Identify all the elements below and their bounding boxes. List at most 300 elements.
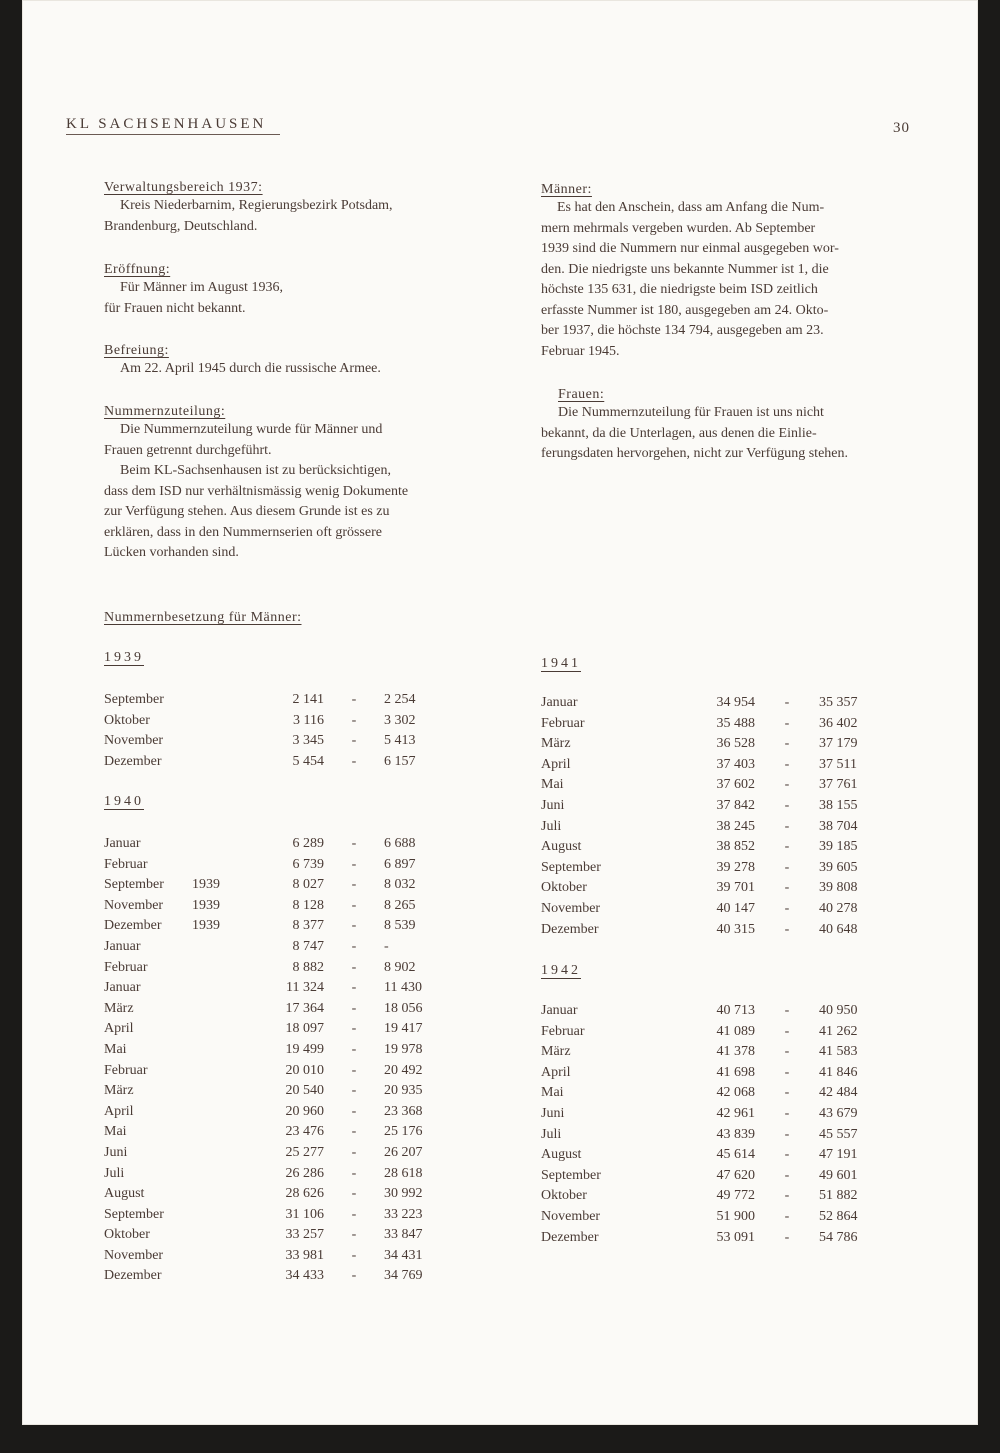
month-cell: Februar (104, 856, 148, 872)
from-number-cell: 38 245 (716, 818, 755, 834)
from-number-cell: 28 626 (285, 1186, 324, 1202)
range-dash: - (351, 959, 357, 975)
year-note-cell (192, 1143, 278, 1164)
table-row (104, 1061, 448, 1082)
to-number-cell: 8 539 (384, 918, 416, 934)
to-number-cell: 8 032 (384, 877, 416, 893)
from-number-cell: 8 128 (292, 897, 324, 913)
table-row (104, 1122, 448, 1143)
to-number-cell: 39 185 (819, 839, 858, 855)
from-number-cell: 23 476 (285, 1124, 324, 1140)
range-dash: - (784, 1044, 790, 1060)
range-dash: - (351, 877, 357, 893)
month-cell: Mai (104, 1124, 127, 1140)
table-1942 (541, 1001, 883, 1248)
from-number-cell: 18 097 (285, 1021, 324, 1037)
to-number-cell: 19 978 (384, 1041, 423, 1057)
table-row (104, 875, 448, 896)
year-note-cell (192, 1102, 278, 1123)
month-cell: April (104, 1021, 134, 1037)
month-cell: Januar (104, 980, 141, 996)
table-row (541, 755, 883, 776)
table-1939 (104, 690, 448, 772)
from-number-cell: 51 900 (716, 1208, 755, 1224)
range-dash: - (784, 715, 790, 731)
to-number-cell: 38 704 (819, 818, 858, 834)
from-number-cell: 45 614 (716, 1147, 755, 1163)
month-cell: März (541, 736, 571, 752)
to-number-cell: 42 484 (819, 1085, 858, 1101)
table-row (541, 1207, 883, 1228)
table-row (104, 1246, 448, 1267)
range-dash: - (351, 692, 357, 707)
from-number-cell: 37 602 (716, 777, 755, 793)
table-row (104, 834, 448, 855)
year-heading-1942: 1942 (541, 963, 581, 978)
table-row (541, 1125, 883, 1146)
to-number-cell: 40 278 (819, 900, 858, 916)
year-note-cell (192, 1081, 278, 1102)
to-number-cell: 41 583 (819, 1044, 858, 1060)
to-number-cell: 3 302 (384, 712, 416, 728)
range-dash: - (351, 1186, 357, 1202)
to-number-cell: 35 357 (819, 695, 858, 710)
occupancy-title: Nummernbesetzung für Männer: (104, 610, 302, 625)
range-dash: - (784, 1229, 790, 1245)
table-row (541, 714, 883, 735)
range-dash: - (784, 1105, 790, 1121)
section-line: Lücken vorhanden sind. (104, 545, 239, 560)
to-number-cell: 40 950 (819, 1003, 858, 1018)
range-dash: - (351, 1083, 357, 1099)
table-row (541, 1001, 883, 1022)
range-dash: - (351, 1124, 357, 1140)
to-number-cell: 20 935 (384, 1083, 423, 1099)
month-cell: Juli (104, 1165, 125, 1181)
section-line: Brandenburg, Deutschland. (104, 218, 258, 234)
to-number-cell: 41 846 (819, 1064, 858, 1080)
month-cell: Oktober (541, 1188, 587, 1204)
range-dash: - (784, 1147, 790, 1163)
range-dash: - (784, 695, 790, 710)
table-row (104, 731, 448, 752)
section-line: höchste 135 631, die niedrigste beim ISD zeitlich (541, 282, 818, 297)
range-dash: - (784, 1126, 790, 1142)
from-number-cell: 8 377 (292, 918, 324, 934)
from-number-cell: 40 147 (716, 900, 755, 916)
to-number-cell: 54 786 (819, 1229, 858, 1245)
range-dash: - (784, 1003, 790, 1018)
year-note-cell (192, 1164, 278, 1185)
year-heading-1940: 1940 (104, 794, 144, 809)
year-note-cell (192, 1225, 278, 1246)
from-number-cell: 37 403 (716, 756, 755, 772)
table-row (541, 1166, 883, 1187)
section-line: Frauen getrennt durchgeführt. (104, 442, 272, 458)
month-cell: November (104, 897, 164, 913)
table-row (104, 1143, 448, 1164)
month-cell: März (104, 1083, 134, 1099)
month-cell: Februar (104, 1062, 148, 1078)
month-cell: September (104, 692, 164, 707)
to-number-cell: 6 157 (384, 753, 416, 769)
month-cell: Februar (104, 959, 148, 975)
section-title: Verwaltungsbereich 1937: (104, 180, 263, 195)
section-line: mern mehrmals vergeben wurden. Ab September (541, 220, 816, 236)
year-note-cell (192, 978, 278, 999)
from-number-cell: 42 068 (716, 1085, 755, 1101)
table-row (541, 878, 883, 899)
range-dash: - (351, 1062, 357, 1078)
from-number-cell: 11 324 (286, 980, 324, 996)
from-number-cell: 33 981 (285, 1247, 324, 1263)
month-cell: November (541, 1208, 601, 1224)
month-cell: Januar (541, 1003, 578, 1018)
section-title: Eröffnung: (104, 262, 171, 277)
range-dash: - (351, 856, 357, 872)
from-number-cell: 25 277 (285, 1144, 324, 1160)
month-cell: Dezember (104, 753, 162, 769)
year-note-cell (192, 1205, 278, 1226)
section-maenner (541, 182, 941, 362)
range-dash: - (784, 900, 790, 916)
to-number-cell: - (384, 938, 389, 954)
year-note-cell (192, 834, 278, 855)
range-dash: - (784, 818, 790, 834)
month-cell: August (104, 1186, 145, 1202)
year-note-cell (192, 1061, 278, 1082)
from-number-cell: 5 454 (292, 753, 324, 769)
section-title: Befreiung: (104, 343, 169, 358)
range-dash: - (351, 836, 357, 851)
year-note-cell (192, 999, 278, 1020)
table-row (104, 978, 448, 999)
from-number-cell: 53 091 (716, 1229, 755, 1245)
section-line: ferungsdaten hervorgehen, nicht zur Verfügung stehen. (541, 446, 848, 461)
range-dash: - (351, 1000, 357, 1016)
year-note-cell (192, 1040, 278, 1061)
to-number-cell: 34 769 (384, 1268, 423, 1284)
from-number-cell: 42 961 (716, 1105, 755, 1121)
year-note-cell: 1939 (192, 897, 220, 913)
table-row (104, 1225, 448, 1246)
month-cell: November (104, 1247, 164, 1263)
to-number-cell: 37 179 (819, 736, 858, 752)
month-cell: November (541, 900, 601, 916)
section-frauen (541, 387, 958, 465)
year-note-cell (192, 711, 278, 732)
from-number-cell: 34 954 (716, 695, 755, 710)
table-row (541, 920, 883, 941)
from-number-cell: 40 315 (716, 921, 755, 937)
range-dash: - (784, 1023, 790, 1039)
month-cell: Februar (541, 1023, 585, 1039)
range-dash: - (784, 777, 790, 793)
section-line: Kreis Niederbarnim, Regierungsbezirk Potsdam, (120, 198, 393, 213)
month-cell: Oktober (541, 880, 587, 896)
year-note-cell (192, 855, 278, 876)
to-number-cell: 8 265 (384, 897, 416, 913)
section-nummernzuteilung (104, 404, 504, 564)
table-1941 (541, 693, 883, 940)
from-number-cell: 49 772 (716, 1188, 755, 1204)
from-number-cell: 41 698 (716, 1064, 755, 1080)
to-number-cell: 20 492 (384, 1062, 423, 1078)
year-note-cell: 1939 (192, 877, 220, 893)
section-line: den. Die niedrigste uns bekannte Nummer ist 1, die (541, 261, 829, 277)
section-line: Für Männer im August 1936, (120, 280, 283, 295)
month-cell: Oktober (104, 1227, 150, 1243)
table-row (541, 693, 883, 714)
table-row (541, 1022, 883, 1043)
range-dash: - (784, 880, 790, 896)
range-dash: - (351, 1144, 357, 1160)
to-number-cell: 30 992 (384, 1186, 423, 1202)
from-number-cell: 36 528 (716, 736, 755, 752)
table-row (104, 752, 448, 773)
range-dash: - (351, 1206, 357, 1222)
range-dash: - (351, 897, 357, 913)
range-dash: - (784, 921, 790, 937)
table-row (541, 1083, 883, 1104)
section-line: dass dem ISD nur verhältnismässig wenig Dokumente (104, 483, 409, 499)
from-number-cell: 3 116 (293, 712, 324, 728)
to-number-cell: 33 223 (384, 1206, 423, 1222)
month-cell: August (541, 1147, 582, 1163)
to-number-cell: 38 155 (819, 797, 858, 813)
range-dash: - (351, 1021, 357, 1037)
to-number-cell: 39 605 (819, 859, 858, 875)
table-row (104, 896, 448, 917)
to-number-cell: 26 207 (384, 1144, 423, 1160)
from-number-cell: 6 289 (292, 836, 324, 851)
to-number-cell: 52 864 (819, 1208, 858, 1224)
to-number-cell: 49 601 (819, 1167, 858, 1183)
range-dash: - (351, 712, 357, 728)
table-row (104, 1102, 448, 1123)
year-note-cell (192, 937, 278, 958)
section-line: 1939 sind die Nummern nur einmal ausgegeben wor- (541, 241, 839, 256)
table-row (541, 1063, 883, 1084)
year-note-cell (192, 1266, 278, 1287)
month-cell: Juni (541, 1105, 565, 1121)
table-row (104, 1040, 448, 1061)
to-number-cell: 51 882 (819, 1188, 858, 1204)
month-cell: Juli (541, 818, 562, 834)
table-row (541, 817, 883, 838)
from-number-cell: 8 027 (292, 877, 324, 893)
section-line: Es hat den Anschein, dass am Anfang die Num- (557, 200, 825, 215)
header-rule (66, 134, 280, 135)
to-number-cell: 23 368 (384, 1103, 423, 1119)
range-dash: - (351, 1103, 357, 1119)
year-note-cell: 1939 (192, 918, 220, 934)
range-dash: - (351, 1165, 357, 1181)
to-number-cell: 37 761 (819, 777, 858, 793)
from-number-cell: 35 488 (716, 715, 755, 731)
month-cell: Februar (541, 715, 585, 731)
month-cell: März (541, 1044, 571, 1060)
range-dash: - (784, 1064, 790, 1080)
table-row (104, 1184, 448, 1205)
range-dash: - (784, 736, 790, 752)
table-row (541, 796, 883, 817)
section-line: Die Nummernzuteilung für Frauen ist uns nicht (558, 405, 824, 420)
month-cell: Oktober (104, 712, 150, 728)
section-line: Am 22. April 1945 durch die russische Armee. (120, 361, 381, 376)
month-cell: Juni (104, 1144, 128, 1160)
table-row (104, 1205, 448, 1226)
year-heading-1939: 1939 (104, 650, 144, 665)
table-row (104, 855, 448, 876)
range-dash: - (351, 1247, 357, 1263)
month-cell: September (541, 859, 601, 875)
table-1940 (104, 834, 448, 1287)
table-row (541, 734, 883, 755)
table-row (104, 690, 448, 711)
from-number-cell: 20 960 (285, 1103, 324, 1119)
from-number-cell: 6 739 (292, 856, 324, 872)
to-number-cell: 47 191 (819, 1147, 858, 1163)
range-dash: - (351, 1268, 357, 1284)
from-number-cell: 8 747 (292, 938, 324, 954)
to-number-cell: 28 618 (384, 1165, 423, 1181)
from-number-cell: 43 839 (716, 1126, 755, 1142)
month-cell: Mai (104, 1041, 127, 1057)
section-eroeffnung (104, 262, 494, 319)
from-number-cell: 2 141 (292, 692, 324, 707)
month-cell: Dezember (541, 1229, 599, 1245)
section-line: ber 1937, die höchste 134 794, ausgegeben am 23. (541, 323, 824, 338)
month-cell: August (541, 839, 582, 855)
to-number-cell: 19 417 (384, 1021, 423, 1037)
section-title: Nummernzuteilung: (104, 404, 226, 419)
from-number-cell: 34 433 (285, 1268, 324, 1284)
to-number-cell: 41 262 (819, 1023, 858, 1039)
from-number-cell: 20 540 (285, 1083, 324, 1099)
section-line: für Frauen nicht bekannt. (104, 300, 246, 316)
section-line: bekannt, da die Unterlagen, aus denen die Einlie- (541, 425, 817, 441)
to-number-cell: 43 679 (819, 1105, 858, 1121)
table-row (104, 1019, 448, 1040)
from-number-cell: 39 278 (716, 859, 755, 875)
month-cell: April (104, 1103, 134, 1119)
to-number-cell: 11 430 (384, 980, 422, 996)
month-cell: Dezember (541, 921, 599, 937)
year-note-cell (192, 958, 278, 979)
month-cell: April (541, 756, 571, 772)
range-dash: - (784, 839, 790, 855)
from-number-cell: 37 842 (716, 797, 755, 813)
month-cell: Januar (541, 695, 578, 710)
year-note-cell (192, 1019, 278, 1040)
to-number-cell: 34 431 (384, 1247, 423, 1263)
month-cell: März (104, 1000, 134, 1016)
from-number-cell: 40 713 (716, 1003, 755, 1018)
range-dash: - (351, 980, 357, 996)
to-number-cell: 39 808 (819, 880, 858, 896)
to-number-cell: 45 557 (819, 1126, 858, 1142)
section-befreiung (104, 343, 504, 380)
month-cell: Mai (541, 777, 564, 793)
month-cell: Januar (104, 938, 141, 954)
from-number-cell: 41 089 (716, 1023, 755, 1039)
month-cell: Juni (541, 797, 565, 813)
table-row (104, 937, 448, 958)
from-number-cell: 17 364 (285, 1000, 324, 1016)
year-note-cell (192, 1122, 278, 1143)
from-number-cell: 20 010 (285, 1062, 324, 1078)
from-number-cell: 31 106 (285, 1206, 324, 1222)
from-number-cell: 19 499 (285, 1041, 324, 1057)
table-row (541, 775, 883, 796)
month-cell: September (541, 1167, 601, 1183)
page-number: 30 (893, 120, 910, 136)
from-number-cell: 47 620 (716, 1167, 755, 1183)
range-dash: - (351, 753, 357, 769)
to-number-cell: 8 902 (384, 959, 416, 975)
to-number-cell: 18 056 (384, 1000, 423, 1016)
from-number-cell: 39 701 (716, 880, 755, 896)
month-cell: Mai (541, 1085, 564, 1101)
range-dash: - (784, 1085, 790, 1101)
table-row (541, 1042, 883, 1063)
section-line: erklären, dass in den Nummernserien oft grössere (104, 524, 382, 540)
range-dash: - (351, 1227, 357, 1243)
table-row (104, 1081, 448, 1102)
table-row (104, 1164, 448, 1185)
section-verwaltungsbereich (104, 180, 494, 237)
year-heading-1941: 1941 (541, 656, 581, 671)
range-dash: - (351, 918, 357, 934)
table-row (541, 1228, 883, 1249)
range-dash: - (784, 1188, 790, 1204)
year-note-cell (192, 1246, 278, 1267)
month-cell: Juli (541, 1126, 562, 1142)
section-title: Männer: (541, 182, 592, 197)
from-number-cell: 8 882 (292, 959, 324, 975)
table-row (541, 899, 883, 920)
table-row (541, 1145, 883, 1166)
table-row (104, 999, 448, 1020)
range-dash: - (784, 797, 790, 813)
from-number-cell: 3 345 (292, 733, 324, 749)
year-note-cell (192, 1184, 278, 1205)
table-row (541, 837, 883, 858)
to-number-cell: 5 413 (384, 733, 416, 749)
section-title: Frauen: (558, 387, 605, 402)
from-number-cell: 41 378 (716, 1044, 755, 1060)
table-row (541, 858, 883, 879)
table-row (104, 711, 448, 732)
range-dash: - (351, 733, 357, 749)
month-cell: Dezember (104, 918, 162, 934)
range-dash: - (784, 1167, 790, 1183)
section-line: Februar 1945. (541, 343, 620, 359)
to-number-cell: 40 648 (819, 921, 858, 937)
section-line: Beim KL-Sachsenhausen ist zu berücksichtigen, (120, 463, 391, 478)
month-cell: November (104, 733, 164, 749)
range-dash: - (351, 938, 357, 954)
to-number-cell: 36 402 (819, 715, 858, 731)
to-number-cell: 37 511 (819, 756, 857, 772)
section-line: Die Nummernzuteilung wurde für Männer und (120, 422, 383, 437)
month-cell: Dezember (104, 1268, 162, 1284)
table-row (541, 1104, 883, 1125)
table-row (104, 1266, 448, 1287)
to-number-cell: 6 897 (384, 856, 416, 872)
section-line: erfasste Nummer ist 180, ausgegeben am 24. Okto- (541, 302, 829, 318)
